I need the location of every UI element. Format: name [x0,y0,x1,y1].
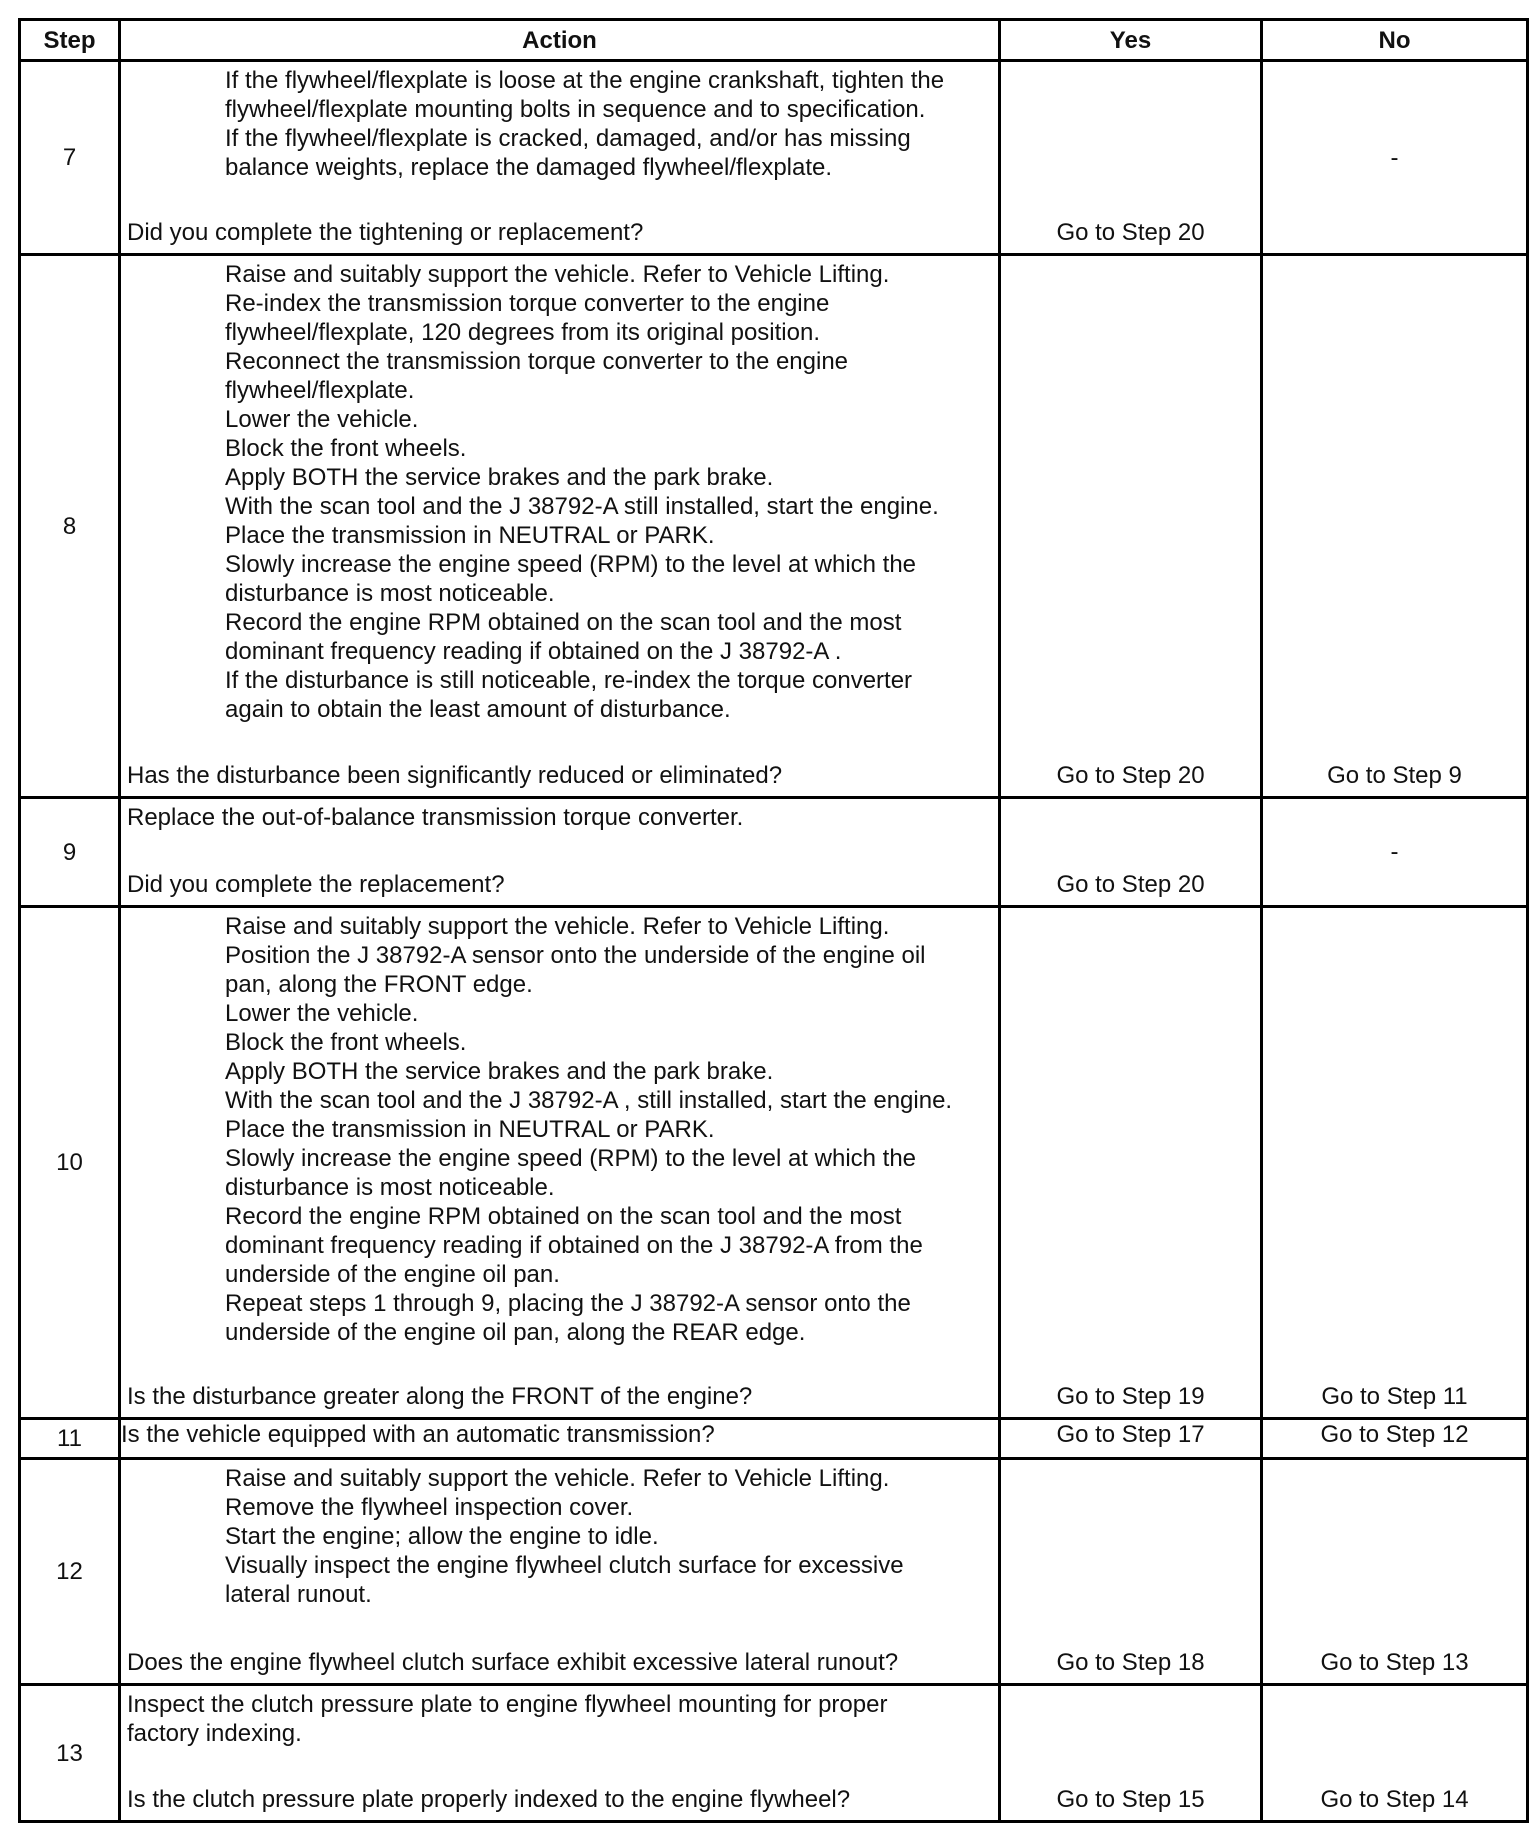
header-no: No [1262,20,1528,61]
instruction-line: flywheel/flexplate mounting bolts in sequence and to specification. [225,96,926,123]
instruction-line: Block the front wheels. [225,435,467,462]
step-number: 7 [20,61,120,255]
instruction-line: balance weights, replace the damaged flywheel/flexplate. [225,154,833,181]
instruction-line: again to obtain the least amount of disturbance. [225,696,731,723]
instruction-list [121,62,998,182]
instruction-line: dominant frequency reading if obtained on the J 38792-A from the [225,1232,923,1259]
question-text: Is the clutch pressure plate properly indexed to the engine flywheel? [127,1786,851,1813]
instruction-line: Replace the out-of-balance transmission torque converter. [127,804,744,831]
step-number: 13 [20,1685,120,1822]
no-answer: Go to Step 13 [1320,1649,1469,1676]
question-text: Is the vehicle equipped with an automatic transmission? [121,1421,715,1448]
question-text: Did you complete the tightening or replacement? [127,219,644,246]
question-text: Does the engine flywheel clutch surface exhibit excessive lateral runout? [127,1649,899,1676]
instruction-line: Lower the vehicle. [225,406,419,433]
action-cell [120,1419,1000,1459]
action-cell [120,61,1000,255]
instruction-line: Place the transmission in NEUTRAL or PARK. [225,522,715,549]
instruction-line: pan, along the FRONT edge. [225,971,533,998]
instruction-line: If the flywheel/flexplate is cracked, damaged, and/or has missing [225,125,911,152]
no-answer: Go to Step 12 [1320,1421,1469,1448]
instruction-line: Repeat steps 1 through 9, placing the J 38792-A sensor onto the [225,1290,911,1317]
yes-answer: Go to Step 18 [1056,1649,1205,1676]
instruction-line: Block the front wheels. [225,1029,467,1056]
step-number: 12 [20,1459,120,1685]
no-cell [1262,1419,1528,1459]
question-text: Has the disturbance been significantly reduced or eliminated? [127,762,783,789]
header-row [20,20,1528,61]
instruction-line: Start the engine; allow the engine to idle. [225,1523,659,1550]
instruction-line: Apply BOTH the service brakes and the park brake. [225,464,774,491]
instruction-line: Slowly increase the engine speed (RPM) to the level at which the [225,551,917,578]
table-row [20,1459,1528,1685]
instruction-list [121,908,998,1347]
table-row [20,255,1528,798]
yes-cell [1000,1419,1262,1459]
yes-answer: Go to Step 20 [1056,871,1205,898]
yes-cell [1000,255,1262,798]
no-answer: - [1390,838,1399,866]
instruction-line: With the scan tool and the J 38792-A , still installed, start the engine. [225,1087,953,1114]
diagnostic-table [18,18,1529,1823]
instruction-line: flywheel/flexplate, 120 degrees from its original position. [225,319,820,346]
instruction-line: With the scan tool and the J 38792-A still installed, start the engine. [225,493,939,520]
table-row [20,1419,1528,1459]
yes-cell [1000,798,1262,907]
header-step: Step [20,20,120,61]
yes-cell [1000,907,1262,1419]
instruction-line: Slowly increase the engine speed (RPM) to the level at which the [225,1145,917,1172]
action-cell [120,1685,1000,1822]
instruction-line: Raise and suitably support the vehicle. Refer to Vehicle Lifting. [225,261,890,288]
question-text: Is the disturbance greater along the FRONT of the engine? [127,1383,753,1410]
no-cell [1262,907,1528,1419]
header-action: Action [120,20,1000,61]
header-yes: Yes [1000,20,1262,61]
no-cell [1262,61,1528,255]
instruction-line: underside of the engine oil pan, along the REAR edge. [225,1319,806,1346]
question-text: Did you complete the replacement? [127,871,505,898]
yes-answer: Go to Step 19 [1056,1383,1205,1410]
no-cell [1262,255,1528,798]
step-number: 11 [20,1419,120,1459]
no-cell [1262,798,1528,907]
instruction-line: lateral runout. [225,1581,372,1608]
instruction-line: If the disturbance is still noticeable, re-index the torque converter [225,667,913,694]
instruction-line: Inspect the clutch pressure plate to engine flywheel mounting for proper [127,1691,888,1718]
instruction-line: Place the transmission in NEUTRAL or PARK. [225,1116,715,1143]
action-cell [120,255,1000,798]
step-number: 10 [20,907,120,1419]
yes-answer: Go to Step 20 [1056,219,1205,246]
step-number: 8 [20,255,120,798]
action-cell [120,907,1000,1419]
instruction-line: Raise and suitably support the vehicle. Refer to Vehicle Lifting. [225,913,890,940]
instruction-line: Reconnect the transmission torque converter to the engine [225,348,849,375]
table-row [20,798,1528,907]
step-number: 9 [20,798,120,907]
instruction-line: flywheel/flexplate. [225,377,415,404]
no-answer: Go to Step 9 [1327,762,1462,789]
yes-cell [1000,1685,1262,1822]
instruction-line: Position the J 38792-A sensor onto the underside of the engine oil [225,942,926,969]
instruction-line: underside of the engine oil pan. [225,1261,560,1288]
action-cell [120,798,1000,907]
yes-answer: Go to Step 17 [1056,1421,1205,1448]
instruction-line: Record the engine RPM obtained on the scan tool and the most [225,609,902,636]
yes-answer: Go to Step 20 [1056,762,1205,789]
table-row [20,61,1528,255]
instruction-list [121,799,998,832]
instruction-line: disturbance is most noticeable. [225,1174,555,1201]
yes-cell [1000,61,1262,255]
instruction-list [121,256,998,724]
instruction-line: Apply BOTH the service brakes and the park brake. [225,1058,774,1085]
table-row [20,907,1528,1419]
yes-cell [1000,1459,1262,1685]
yes-answer: Go to Step 15 [1056,1786,1205,1813]
instruction-line: dominant frequency reading if obtained on the J 38792-A . [225,638,842,665]
action-cell [120,1459,1000,1685]
instruction-list [121,1460,998,1609]
instruction-line: Remove the flywheel inspection cover. [225,1494,634,1521]
table-row [20,1685,1528,1822]
instruction-line: Re-index the transmission torque converter to the engine [225,290,830,317]
no-answer: - [1390,144,1399,171]
instruction-line: Lower the vehicle. [225,1000,419,1027]
instruction-list [121,1686,998,1748]
instruction-line: Record the engine RPM obtained on the scan tool and the most [225,1203,902,1230]
instruction-line: Raise and suitably support the vehicle. Refer to Vehicle Lifting. [225,1465,890,1492]
no-answer: Go to Step 11 [1321,1383,1468,1410]
instruction-line: factory indexing. [127,1720,302,1747]
no-cell [1262,1685,1528,1822]
instruction-line: If the flywheel/flexplate is loose at the engine crankshaft, tighten the [225,67,945,94]
instruction-line: Visually inspect the engine flywheel clutch surface for excessive [225,1552,904,1579]
instruction-line: disturbance is most noticeable. [225,580,555,607]
no-cell [1262,1459,1528,1685]
no-answer: Go to Step 14 [1320,1786,1469,1813]
